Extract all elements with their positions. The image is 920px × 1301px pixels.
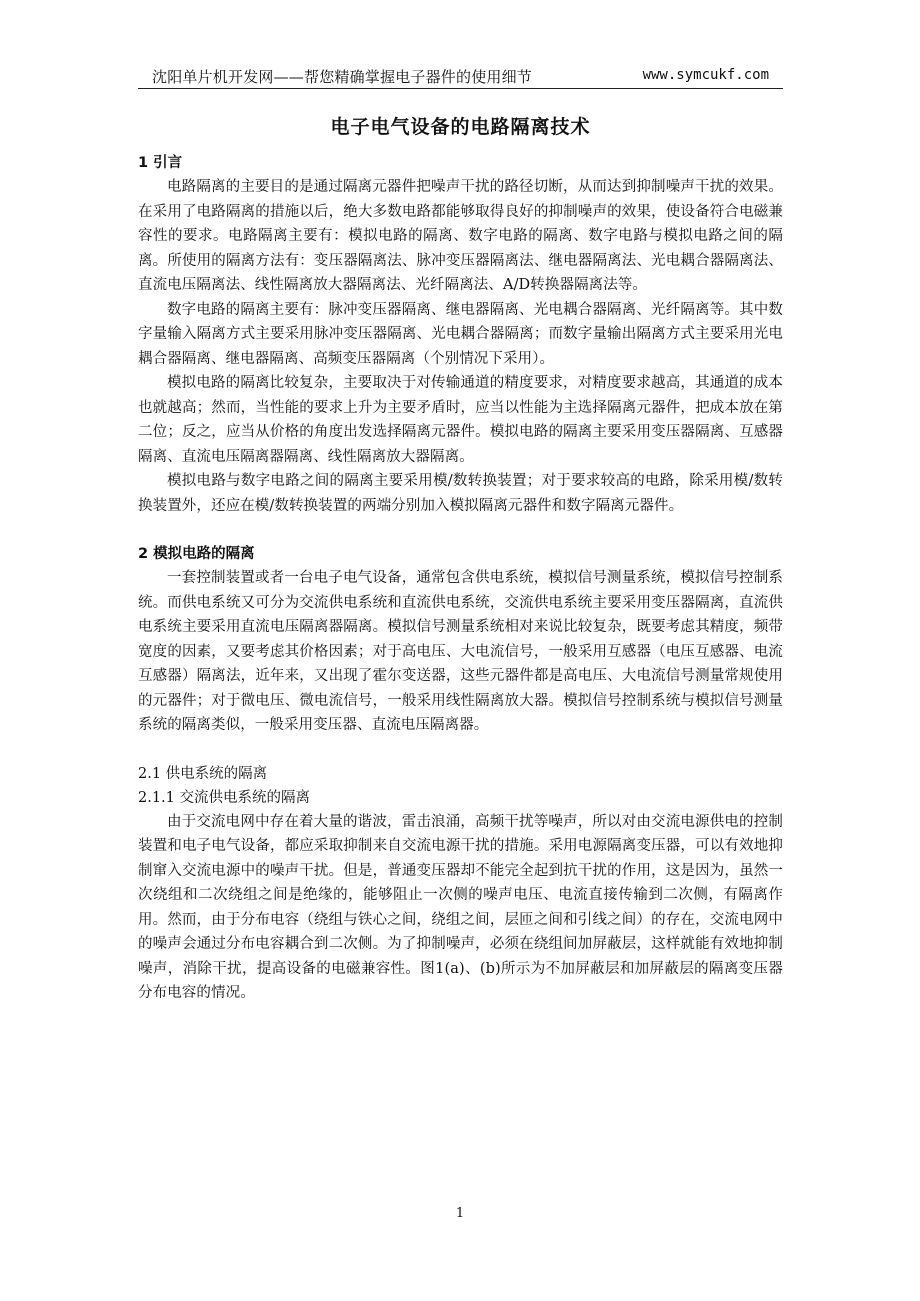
section-2-heading: 2 模拟电路的隔离 (138, 546, 255, 562)
section-spacer (138, 518, 783, 542)
page-header (138, 62, 783, 89)
section-2-1-1-paragraph-1: 由于交流电网中存在着大量的谐波，雷击浪涌，高频干扰等噪声，所以对由交流电源供电的控制装置和电子电气设备，都应采取抑制来自交流电源干扰的措施。采用电源隔离变压器，可以有效地抑制窜入交流电源中的噪声干扰。但是，普通变压器却不能完全起到抗干扰的作用，这是因为，虽然一次绕组和二次绕组之间是绝缘的，能够阻止一次侧的噪声电压、电流直接传输到二次侧，有隔离作用。然而，由于分布电容（绕组与铁心之间，绕组之间，层匝之间和引线之间）的存在，交流电网中的噪声会通过分布电容耦合到二次侧。为了抑制噪声，必须在绕组间加屏蔽层，这样就能有效地抑制噪声，消除干扰，提高设备的电磁兼容性。图1(a)、(b)所示为不加屏蔽层和加屏蔽层的隔离变压器分布电容的情况。 (138, 813, 783, 1001)
section-1-paragraph-3: 模拟电路的隔离比较复杂，主要取决于对传输通道的精度要求，对精度要求越高，其通道的成本也就越高；然而，当性能的要求上升为主要矛盾时，应当以性能为主选择隔离元器件，把成本放在第二位；反之，应当从价格的角度出发选择隔离元器件。模拟电路的隔离主要采用变压器隔离、互感器隔离、直流电压隔离器隔离、线性隔离放大器隔离。 (138, 375, 783, 465)
header-url[interactable]: www.symcukf.com (642, 67, 769, 83)
section-spacer (138, 738, 783, 762)
header-site-title: 沈阳单片机开发网——帮您精确掌握电子器件的使用细节 (152, 68, 533, 86)
section-1-heading: 1 引言 (138, 155, 183, 171)
section-1-paragraph-2: 数字电路的隔离主要有：脉冲变压器隔离、继电器隔离、光电耦合器隔离、光纤隔离等。其中数字量输入隔离方式主要采用脉冲变压器隔离、光电耦合器隔离；而数字量输出隔离方式主要采用光电耦合器隔离、继电器隔离、高频变压器隔离（个别情况下采用）。 (138, 301, 783, 367)
section-2-1-heading: 2.1 供电系统的隔离 (138, 765, 268, 782)
document-body (138, 112, 783, 1006)
section-1-paragraph-4: 模拟电路与数字电路之间的隔离主要采用模/数转换装置；对于要求较高的电路，除采用模/数转换装置外，还应在模/数转换装置的两端分别加入模拟隔离元器件和数字隔离元器件。 (138, 473, 783, 514)
page-number: 1 (455, 1206, 465, 1221)
section-1-paragraph-1: 电路隔离的主要目的是通过隔离元器件把噪声干扰的路径切断，从而达到抑制噪声干扰的效果。在采用了电路隔离的措施以后，绝大多数电路都能够取得良好的抑制噪声的效果，使设备符合电磁兼容性的要求。电路隔离主要有：模拟电路的隔离、数字电路的隔离、数字电路与模拟电路之间的隔离。所使用的隔离方法有：变压器隔离法、脉冲变压器隔离法、继电器隔离法、光电耦合器隔离法、直流电压隔离法、线性隔离放大器隔离法、光纤隔离法、A/D转换器隔离法等。 (138, 179, 783, 293)
section-2-paragraph-1: 一套控制装置或者一台电子电气设备，通常包含供电系统，模拟信号测量系统，模拟信号控制系统。而供电系统又可分为交流供电系统和直流供电系统，交流供电系统主要采用变压器隔离，直流供电系统主要采用直流电压隔离器隔离。模拟信号测量系统相对来说比较复杂，既要考虑其精度，频带宽度的因素，又要考虑其价格因素；对于高电压、大电流信号，一般采用互感器（电压互感器、电流互感器）隔离法，近年来，又出现了霍尔变送器，这些元器件都是高电压、大电流信号测量常规使用的元器件；对于微电压、微电流信号，一般采用线性隔离放大器。模拟信号控制系统与模拟信号测量系统的隔离类似，一般采用变压器、直流电压隔离器。 (138, 570, 783, 733)
document-title: 电子电气设备的电路隔离技术 (330, 116, 591, 138)
section-2-1-1-heading: 2.1.1 交流供电系统的隔离 (138, 789, 311, 806)
